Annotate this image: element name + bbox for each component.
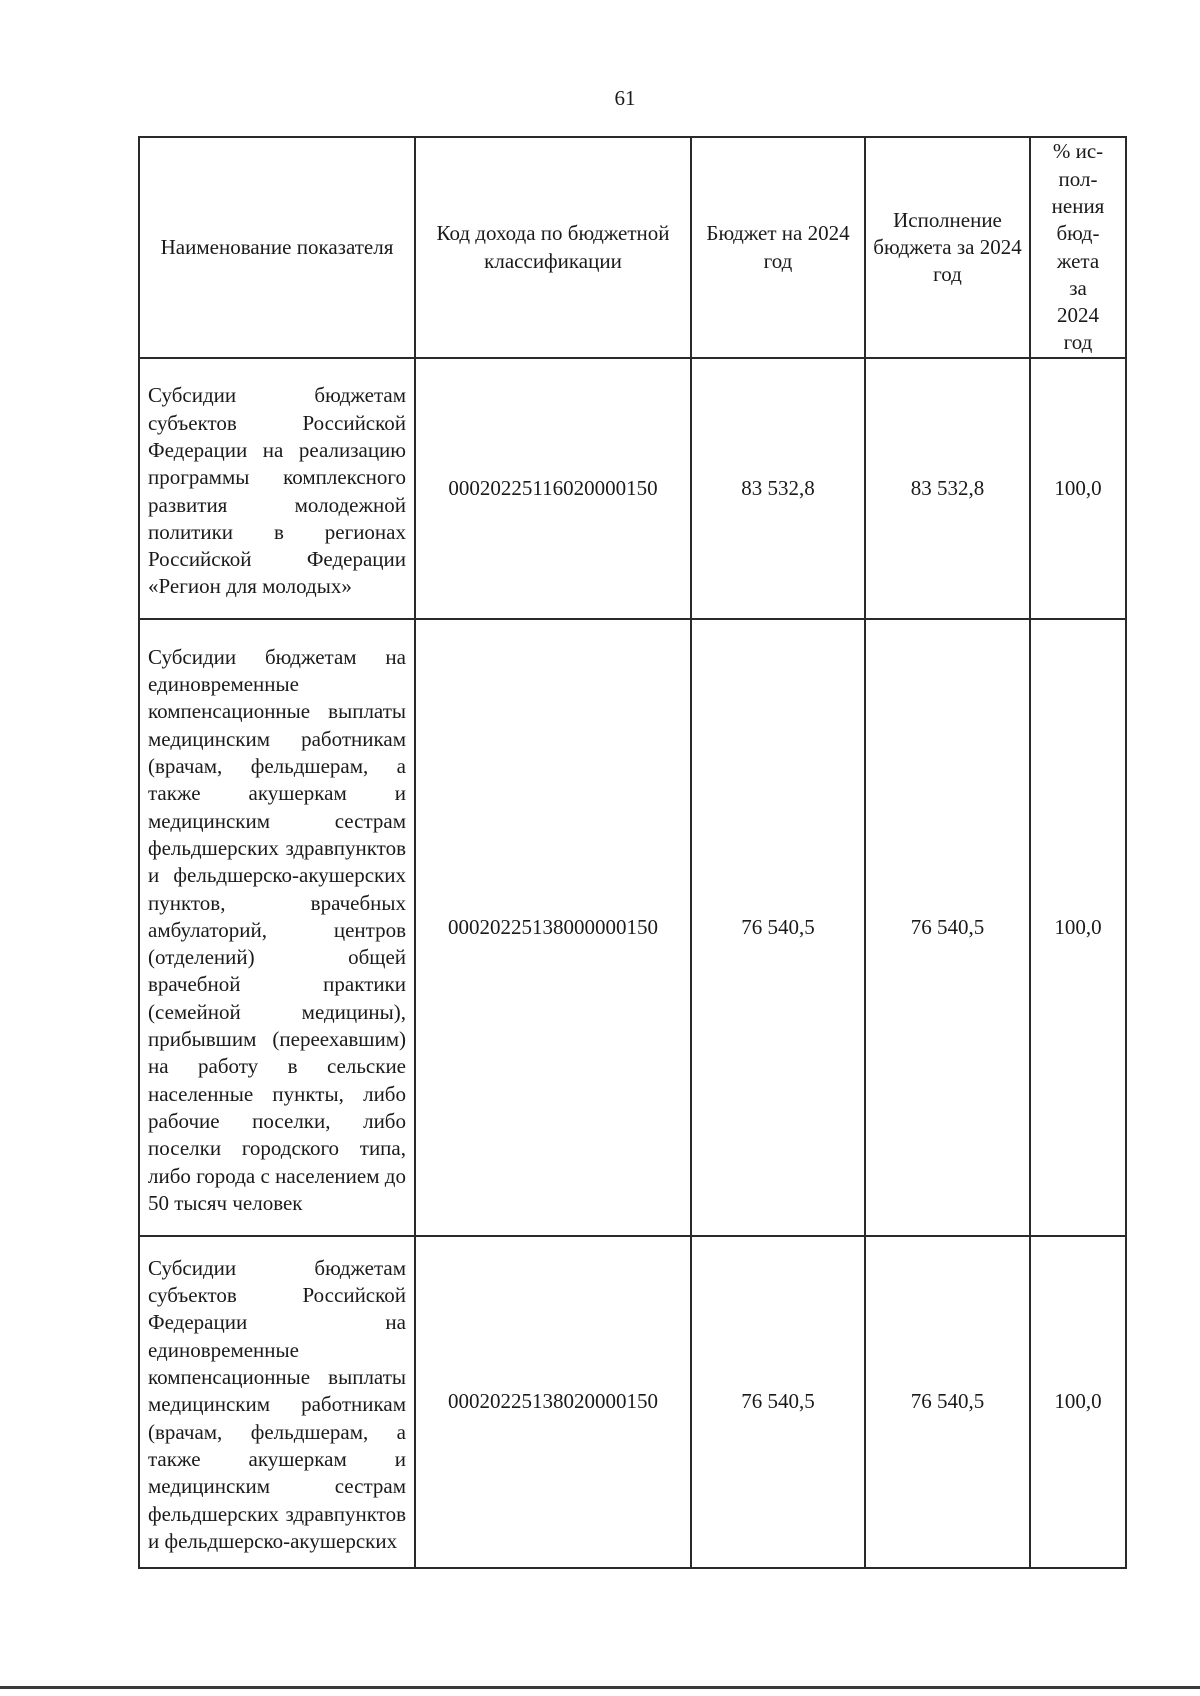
table-header-row — [139, 137, 1126, 358]
row-execution: 76 540,5 — [865, 1236, 1030, 1568]
header-code: Код дохода по бюджетной классификации — [415, 137, 691, 358]
row-execution: 76 540,5 — [865, 619, 1030, 1236]
table-row — [139, 1236, 1126, 1568]
row-execution: 83 532,8 — [865, 358, 1030, 619]
page-bottom-rule — [0, 1686, 1200, 1689]
header-percent — [1030, 137, 1126, 358]
row-budget: 76 540,5 — [691, 1236, 865, 1568]
header-execution: Исполнение бюджета за 2024 год — [865, 137, 1030, 358]
row-percent: 100,0 — [1030, 358, 1126, 619]
header-percent-line: нения — [1051, 193, 1105, 218]
row-name: Субсидии бюджетам субъектов Российской Федерации на единовременные компенсационные выплаты медицинским работникам (врачам, фельдшерам, а также акушеркам и медицинским сестрам фельдшерских здравпунктов и фельдшерско-акушерских — [139, 1236, 415, 1568]
header-budget: Бюджет на 2024 год — [691, 137, 865, 358]
row-budget: 76 540,5 — [691, 619, 865, 1236]
header-percent-line: бюд- — [1056, 221, 1100, 246]
row-code: 00020225138020000150 — [415, 1236, 691, 1568]
header-percent-line: год — [1063, 330, 1093, 355]
row-percent: 100,0 — [1030, 619, 1126, 1236]
row-name: Субсидии бюджетам на единовременные компенсационные выплаты медицинским работникам (врачам, фельдшерам, а также акушеркам и медицинским сестрам фельдшерских здравпунктов и фельдшерско-акушерских пунктов, врачебных амбулаторий, центров (отделений) общей врачебной практики (семейной медицины), прибывшим (переехавшим) на работу в сельские населенные пункты, либо рабочие поселки, либо поселки городского типа, либо города с населением до 50 тысяч человек — [139, 619, 415, 1236]
row-percent: 100,0 — [1030, 1236, 1126, 1568]
header-name: Наименование показателя — [139, 137, 415, 358]
header-percent-line: пол- — [1058, 166, 1098, 191]
budget-table — [138, 136, 1127, 1569]
header-percent-line: 2024 — [1057, 303, 1099, 328]
row-name: Субсидии бюджетам субъектов Российской Федерации на реализацию программы комплексного развития молодежной политики в регионах Российской Федерации «Регион для молодых» — [139, 358, 415, 619]
table-row — [139, 358, 1126, 619]
header-percent-line: жета — [1056, 248, 1100, 273]
table-row — [139, 619, 1126, 1236]
header-percent-line: % ис- — [1052, 139, 1104, 164]
row-budget: 83 532,8 — [691, 358, 865, 619]
header-percent-line: за — [1069, 275, 1087, 300]
row-code: 00020225116020000150 — [415, 358, 691, 619]
page-number: 61 — [614, 86, 636, 110]
row-code: 00020225138000000150 — [415, 619, 691, 1236]
